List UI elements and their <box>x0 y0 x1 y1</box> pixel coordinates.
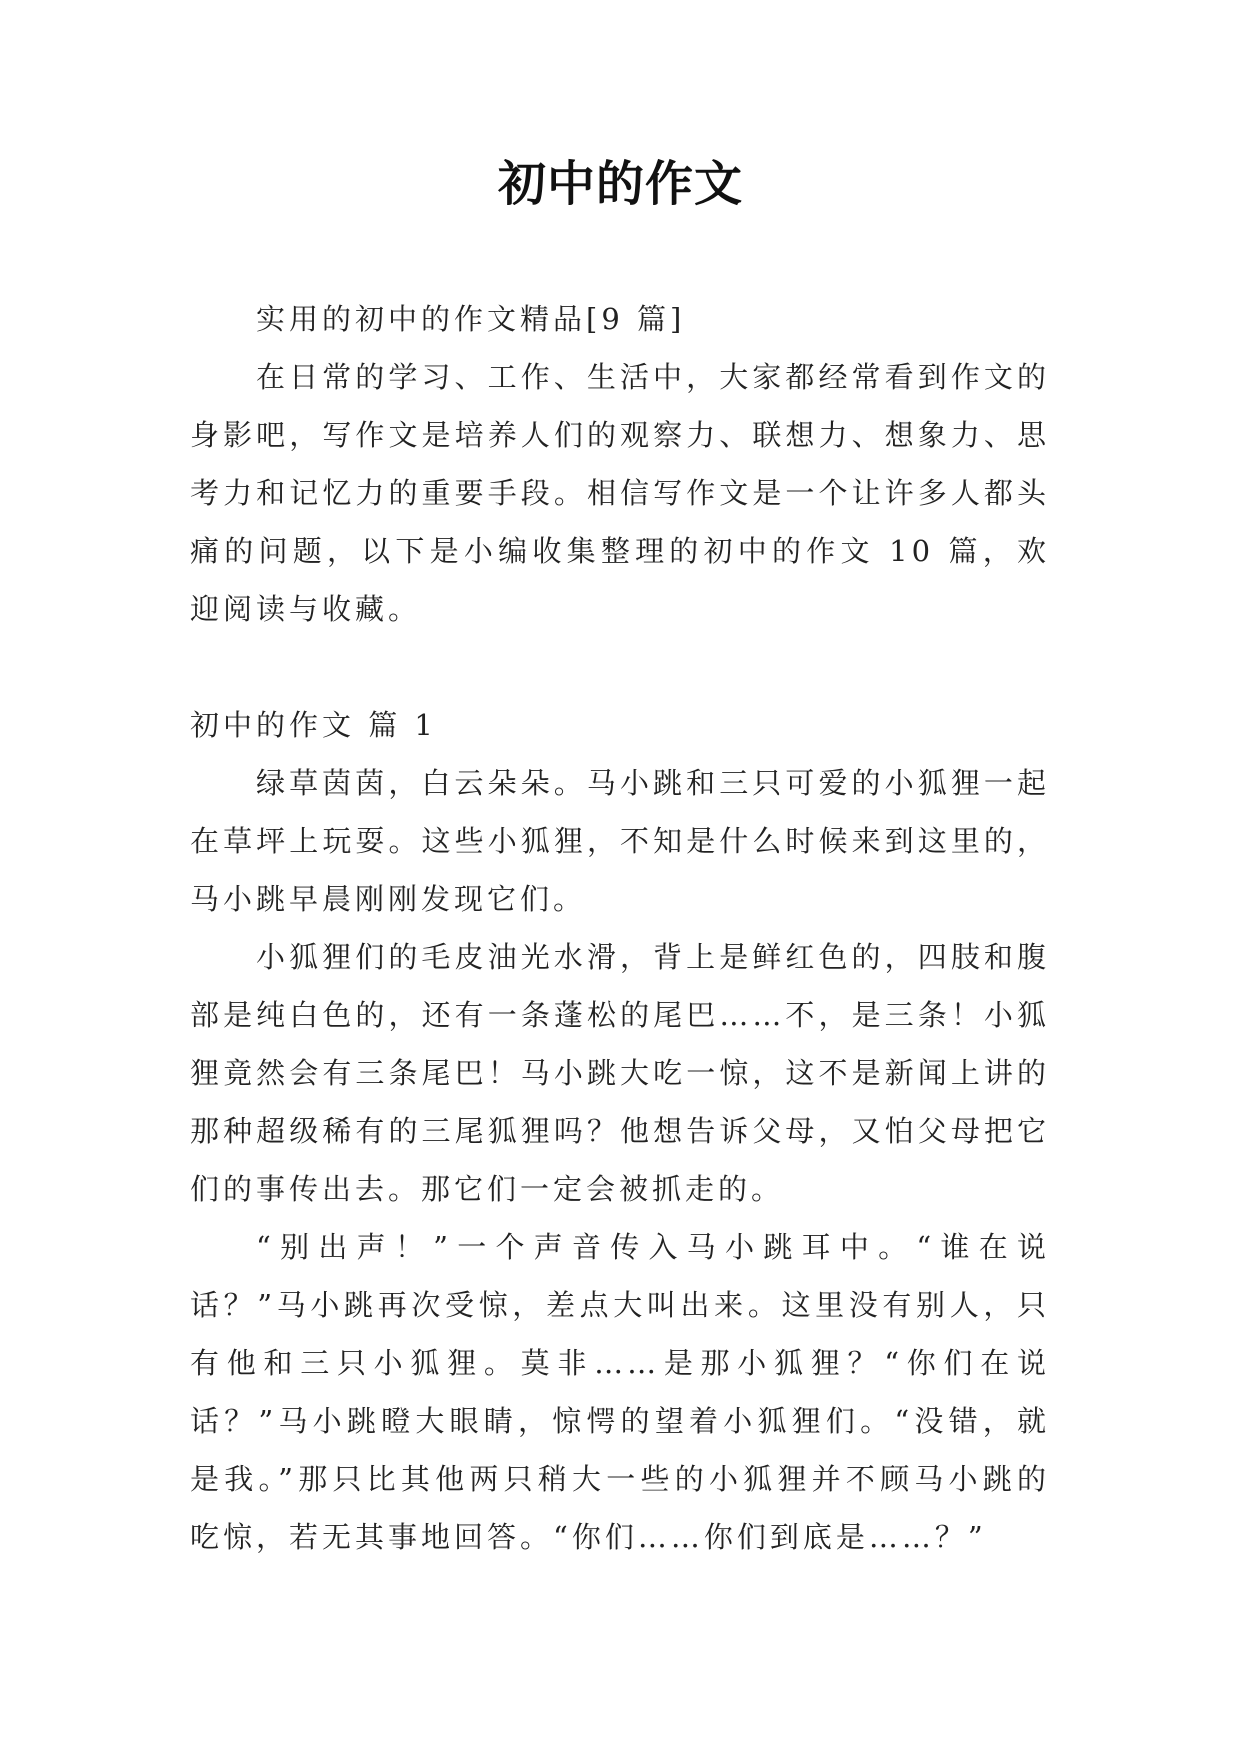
story-paragraph-3: “别出声！”一个声音传入马小跳耳中。“谁在说话？”马小跳再次受惊，差点大叫出来。这里没有别人，只有他和三只小狐狸。莫非……是那小狐狸？“你们在说话？”马小跳瞪大眼睛，惊愕的望着小狐狸们。“没错，就是我。”那只比其他两只稍大一些的小狐狸并不顾马小跳的吃惊，若无其事地回答。“你们……你们到底是……？” <box>190 1230 1050 1554</box>
intro-subtitle: 实用的初中的作文精品[9 篇] <box>256 302 686 336</box>
document-title: 初中的作文 <box>497 156 743 212</box>
section-heading: 初中的作文 篇 1 <box>190 708 437 742</box>
story-paragraph-2: 小狐狸们的毛皮油光水滑，背上是鲜红色的，四肢和腹部是纯白色的，还有一条蓬松的尾巴……不，是三条！小狐狸竟然会有三条尾巴！马小跳大吃一惊，这不是新闻上讲的那种超级稀有的三尾狐狸吗？他想告诉父母，又怕父母把它们的事传出去。那它们一定会被抓走的。 <box>190 940 1050 1206</box>
intro-paragraph: 在日常的学习、工作、生活中，大家都经常看到作文的身影吧，写作文是培养人们的观察力、联想力、想象力、思考力和记忆力的重要手段。相信写作文是一个让许多人都头痛的问题，以下是小编收集整理的初中的作文 10 篇，欢迎阅读与收藏。 <box>190 360 1050 626</box>
story-paragraph-1: 绿草茵茵，白云朵朵。马小跳和三只可爱的小狐狸一起在草坪上玩耍。这些小狐狸，不知是什么时候来到这里的，马小跳早晨刚刚发现它们。 <box>190 766 1050 916</box>
document-body <box>190 290 1050 1566</box>
section-spacer <box>190 638 1050 696</box>
